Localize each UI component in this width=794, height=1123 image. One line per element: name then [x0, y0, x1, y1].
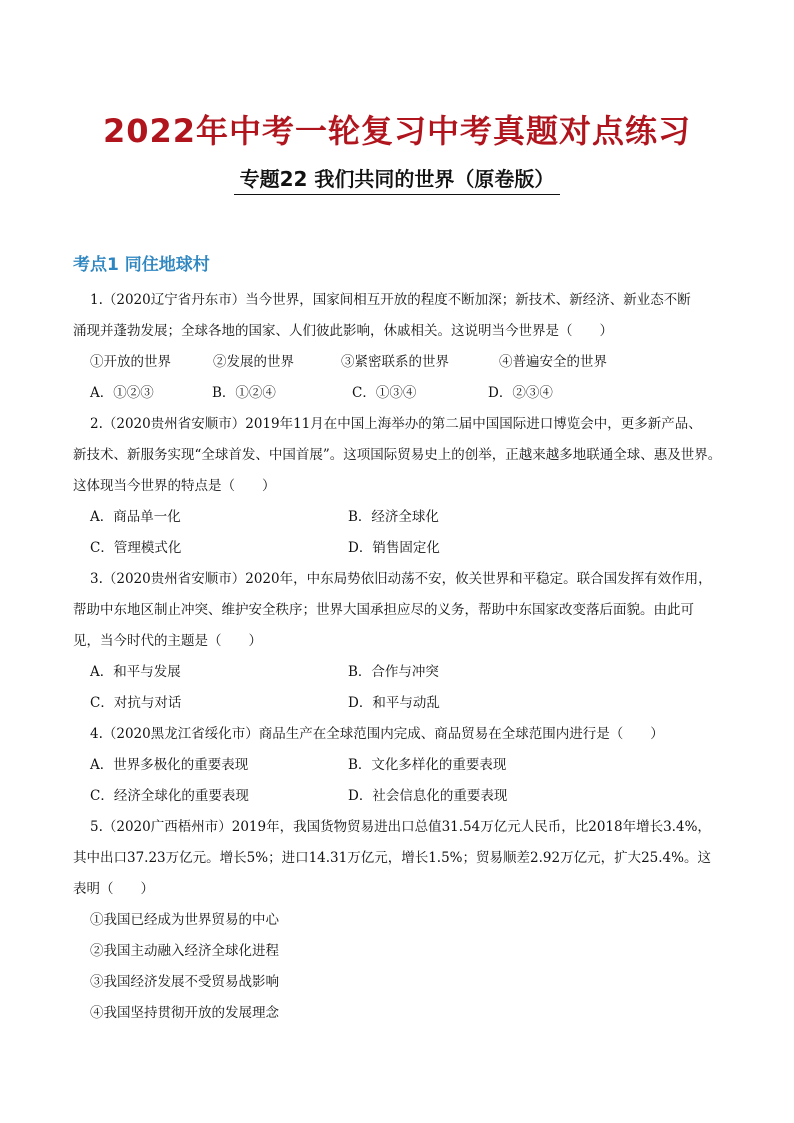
question-text-line: 4.（2020黑龙江省绥化市）商品生产在全球范围内完成、商品贸易在全球范围内进行是（ ） [90, 726, 664, 742]
answer-option: C．对抗与对话 [90, 695, 182, 711]
answer-option: B．文化多样化的重要表现 [348, 757, 507, 773]
answer-option: A．①②③ [90, 385, 154, 401]
question-text-line: 这体现当今世界的特点是（ ） [73, 478, 276, 494]
statement-item: ④我国坚持贯彻开放的发展理念 [90, 1005, 279, 1021]
question-1 [73, 285, 723, 409]
question-4 [73, 719, 723, 812]
question-text-line: 1.（2020辽宁省丹东市）当今世界，国家间相互开放的程度不断加深；新技术、新经济、新业态不断 [90, 292, 691, 308]
option-row [73, 533, 723, 564]
question-text-line: 表明（ ） [73, 881, 154, 897]
answer-option: C．①③④ [352, 385, 417, 401]
option-row [73, 378, 723, 409]
statement-item: ④普遍安全的世界 [499, 354, 607, 370]
question-text-line: 新技术、新服务实现“全球首发、中国首展”。这项国际贸易史上的创举，正越来越多地联通全球、惠及世界。 [73, 447, 722, 463]
answer-option: A．商品单一化 [90, 509, 181, 525]
answer-option: B．①②④ [212, 385, 276, 401]
statement-item: ②我国主动融入经济全球化进程 [90, 943, 279, 959]
answer-option: D．和平与动乱 [348, 695, 440, 711]
answer-option: C．管理模式化 [90, 540, 182, 556]
question-text-line: 3.（2020贵州省安顺市）2020年，中东局势依旧动荡不安，攸关世界和平稳定。联合国发挥有效作用， [90, 571, 712, 587]
page-title: 2022年中考一轮复习中考真题对点练习 [102, 112, 692, 150]
option-row [73, 781, 723, 812]
subtitle-text: 专题22 我们共同的世界（原卷版） [234, 167, 561, 195]
option-row [73, 657, 723, 688]
answer-option: D．销售固定化 [348, 540, 440, 556]
option-row [73, 688, 723, 719]
page-subtitle [0, 163, 794, 192]
question-text-line: 5.（2020广西梧州市）2019年，我国货物贸易进出口总值31.54万亿元人民币，比2018年增长3.4%， [90, 819, 711, 835]
question-3 [73, 564, 723, 719]
option-row [73, 750, 723, 781]
question-text-line: 2.（2020贵州省安顺市）2019年11月在中国上海举办的第二届中国国际进口博览会中，更多新产品、 [90, 416, 702, 432]
answer-option: D．②③④ [488, 385, 553, 401]
question-text-line: 见，当今时代的主题是（ ） [73, 633, 262, 649]
answer-option: C．经济全球化的重要表现 [90, 788, 249, 804]
question-2 [73, 409, 723, 564]
option-row [73, 502, 723, 533]
answer-option: A．世界多极化的重要表现 [90, 757, 249, 773]
answer-option: B．经济全球化 [348, 509, 439, 525]
question-text-line: 其中出口37.23万亿元。增长5%；进口14.31万亿元，增长1.5%；贸易顺差2.92万亿元，扩大25.4%。这 [73, 850, 711, 866]
answer-option: D．社会信息化的重要表现 [348, 788, 508, 804]
statement-row [73, 347, 723, 378]
statement-item: ③我国经济发展不受贸易战影响 [90, 974, 279, 990]
answer-option: B．合作与冲突 [348, 664, 439, 680]
question-list [73, 285, 723, 1029]
statement-item: ①我国已经成为世界贸易的中心 [90, 912, 279, 928]
answer-option: A．和平与发展 [90, 664, 181, 680]
question-text-line: 涌现并蓬勃发展；全球各地的国家、人们彼此影响，休戚相关。这说明当今世界是（ ） [73, 323, 613, 339]
statement-item: ③紧密联系的世界 [341, 354, 449, 370]
statement-item: ②发展的世界 [213, 354, 294, 370]
question-text-line: 帮助中东地区制止冲突、维护安全秩序；世界大国承担应尽的义务，帮助中东国家改变落后面貌。由此可 [73, 602, 694, 618]
section-heading: 考点1 同住地球村 [73, 255, 210, 275]
statement-item: ①开放的世界 [90, 354, 171, 370]
question-5 [73, 812, 723, 1029]
